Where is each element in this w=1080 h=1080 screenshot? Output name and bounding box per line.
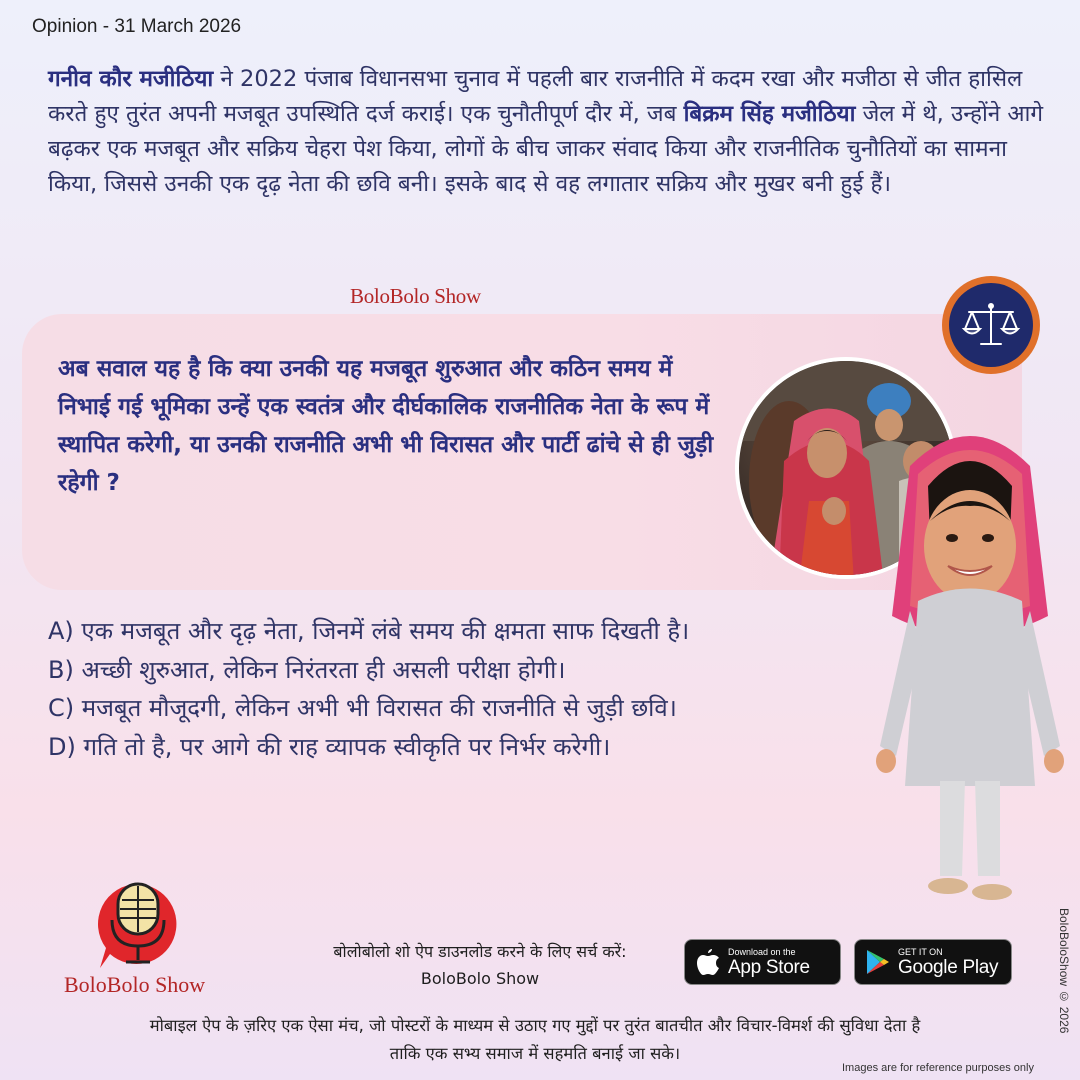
download-line-2: BoloBolo Show — [420, 969, 540, 988]
copyright-notice: BoloBoloShow © 2026 — [1057, 908, 1071, 1034]
footer-line-2: ताकि एक सभ्य समाज में सहमति बनाई जा सके। — [389, 1044, 681, 1063]
intro-text-2: जेल में थे, उन्होंने आगे बढ़कर एक मजबूत और सक्रिय चेहरा पेश किया, लोगों के बीच जाकर संवाद किया और राजनीतिक चुनौतियों का सामना किया, जिससे उनकी एक दृढ़ नेता की छवि बनी। इसके बाद से वह लगातार सक्रिय और मुखर बनी हुई हैं। — [48, 101, 1044, 197]
app-store-big-label: App Store — [728, 956, 810, 978]
download-instructions — [290, 938, 670, 992]
google-play-small-label: GET IT ON — [898, 946, 943, 957]
date-line: Opinion - 31 March 2026 — [32, 16, 242, 37]
google-play-big-label: Google Play — [898, 956, 999, 978]
brand-name-top: BoloBolo Show — [350, 284, 481, 308]
intro-name-bikram: बिक्रम सिंह मजीठिया — [683, 101, 856, 127]
footer-line-1: मोबाइल ऐप के ज़रिए एक ऐसा मंच, जो पोस्टरों के माध्यम से उठाए गए मुद्दों पर तुरंत बातचीत और विचार-विमर्श की सुविधा देता है — [149, 1016, 921, 1035]
app-store-small-label: Download on the — [728, 946, 796, 957]
disclaimer-note: Images are for reference purposes only — [842, 1062, 1034, 1074]
options-list — [48, 612, 888, 766]
download-line-1: बोलोबोलो शो ऐप डाउनलोड करने के लिए सर्च करें: — [333, 942, 627, 961]
intro-name-ganiv: गनीव कौर मजीठिया — [48, 66, 214, 92]
intro-paragraph — [48, 62, 1048, 202]
option-d[interactable]: D) गति तो है, पर आगे की राह व्यापक स्वीकृति पर निर्भर करेगी। — [48, 732, 611, 761]
option-c[interactable]: C) मजबूत मौजूदगी, लेकिन अभी भी विरासत की राजनीति से जुड़ी छवि। — [48, 694, 677, 722]
apple-icon — [695, 947, 721, 977]
option-a[interactable]: A) एक मजबूत और दृढ़ नेता, जिनमें लंबे समय की क्षमता साफ दिखती है। — [48, 617, 690, 645]
option-b[interactable]: B) अच्छी शुरुआत, लेकिन निरंतरता ही असली परीक्षा होगी। — [48, 655, 566, 684]
google-play-icon — [865, 948, 891, 976]
caricature-illustration — [870, 426, 1070, 926]
scales-of-justice-icon — [942, 276, 1040, 374]
google-play-button[interactable] — [854, 939, 1012, 985]
app-store-button[interactable] — [684, 939, 841, 985]
question-text: अब सवाल यह है कि क्या उनकी यह मजबूत शुरुआत और कठिन समय में निभाई गई भूमिका उन्हें एक स्वतंत्र और दीर्घकालिक राजनीतिक नेता के रूप में स्थापित करेगी, या उनकी राजनीति अभी भी विरासत और पार्टी ढांचे से ही जुड़ी रहेगी ? — [58, 356, 714, 496]
footer-description — [20, 1012, 1050, 1068]
intro-text-1: ने 2022 पंजाब विधानसभा चुनाव में पहली बार राजनीति में कदम रखा और मजीठा से जीत हासिल करते हुए तुरंत अपनी मजबूत उपस्थिति दर्ज कराई। एक चुनौतीपूर्ण दौर में, जब — [48, 66, 1023, 127]
microphone-icon — [88, 874, 188, 974]
brand-name-bottom: BoloBolo Show — [64, 972, 206, 997]
